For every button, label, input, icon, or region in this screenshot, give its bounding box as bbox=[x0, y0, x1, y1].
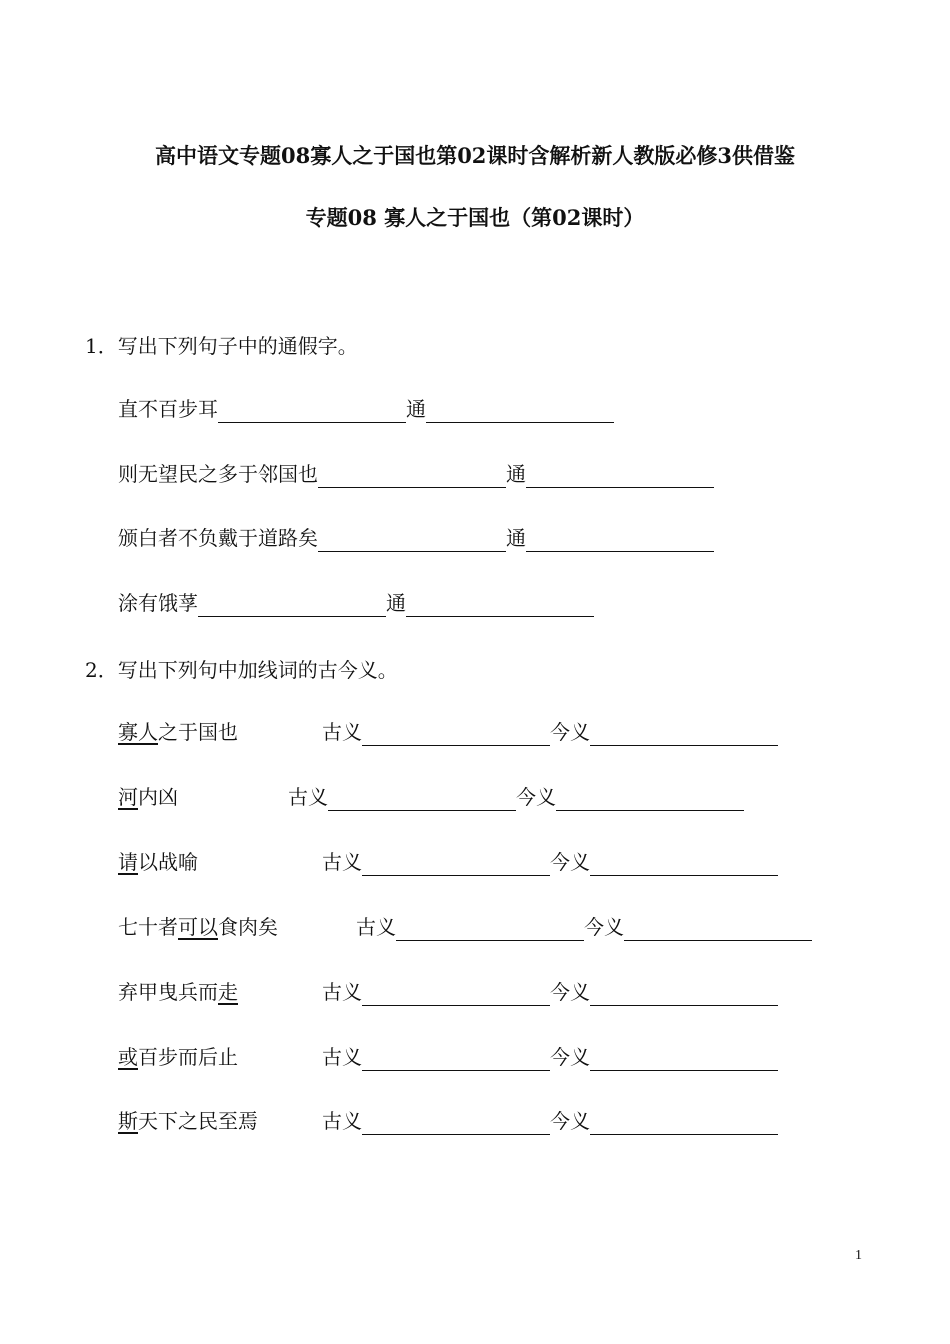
q2-answers bbox=[322, 1107, 778, 1135]
answer-blank[interactable] bbox=[406, 592, 594, 617]
sentence-text: 弃甲曳兵而 bbox=[118, 980, 218, 1004]
sentence-text: 内凶 bbox=[138, 785, 178, 809]
underlined-word: 请 bbox=[118, 850, 138, 874]
answer-blank[interactable] bbox=[590, 721, 778, 746]
q1-item bbox=[118, 524, 714, 552]
answer-blank[interactable] bbox=[590, 851, 778, 876]
jin-label: 今义 bbox=[550, 1045, 590, 1069]
underlined-word: 或 bbox=[118, 1045, 138, 1069]
q2-sentence bbox=[118, 978, 238, 1006]
q1-item bbox=[118, 589, 594, 617]
answer-blank[interactable] bbox=[318, 527, 506, 552]
q2-sentence bbox=[118, 913, 278, 941]
page-number: 1 bbox=[855, 1248, 862, 1263]
gu-label: 古义 bbox=[322, 980, 362, 1004]
answer-blank[interactable] bbox=[590, 1046, 778, 1071]
sentence-text: 食肉矣 bbox=[218, 915, 278, 939]
q2-sentence bbox=[118, 1107, 258, 1135]
sentence-text: 以战喻 bbox=[138, 850, 198, 874]
tong-label: 通 bbox=[386, 591, 406, 615]
gu-label: 古义 bbox=[322, 850, 362, 874]
q1-item bbox=[118, 395, 614, 423]
q2-answers bbox=[356, 913, 812, 941]
answer-blank[interactable] bbox=[362, 851, 550, 876]
question-1-prompt: 1．写出下列句子中的通假字。 bbox=[85, 334, 358, 358]
q2-answers bbox=[322, 718, 778, 746]
q2-sentence bbox=[118, 848, 198, 876]
gu-label: 古义 bbox=[288, 785, 328, 809]
jin-label: 今义 bbox=[550, 1109, 590, 1133]
gu-label: 古义 bbox=[356, 915, 396, 939]
tong-label: 通 bbox=[406, 397, 426, 421]
answer-blank[interactable] bbox=[624, 916, 812, 941]
q1-sentence: 颁白者不负戴于道路矣 bbox=[118, 526, 318, 550]
answer-blank[interactable] bbox=[396, 916, 584, 941]
answer-blank[interactable] bbox=[590, 1110, 778, 1135]
jin-label: 今义 bbox=[550, 850, 590, 874]
q2-sentence bbox=[118, 718, 238, 746]
q1-sentence: 直不百步耳 bbox=[118, 397, 218, 421]
q2-sentence bbox=[118, 783, 178, 811]
document-title: 高中语文专题08寡人之于国也第02课时含解析新人教版必修3供借鉴 bbox=[154, 143, 796, 168]
answer-blank[interactable] bbox=[556, 786, 744, 811]
answer-blank[interactable] bbox=[426, 398, 614, 423]
q2-answers bbox=[288, 783, 744, 811]
jin-label: 今义 bbox=[550, 720, 590, 744]
answer-blank[interactable] bbox=[198, 592, 386, 617]
q2-sentence bbox=[118, 1043, 238, 1071]
answer-blank[interactable] bbox=[318, 463, 506, 488]
underlined-word: 河 bbox=[118, 785, 138, 809]
underlined-word: 可以 bbox=[178, 915, 218, 939]
underlined-word: 寡人 bbox=[118, 720, 158, 744]
q2-answers bbox=[322, 978, 778, 1006]
answer-blank[interactable] bbox=[590, 981, 778, 1006]
jin-label: 今义 bbox=[584, 915, 624, 939]
q1-sentence: 涂有饿莩 bbox=[118, 591, 198, 615]
answer-blank[interactable] bbox=[362, 1110, 550, 1135]
q2-answers bbox=[322, 848, 778, 876]
answer-blank[interactable] bbox=[328, 786, 516, 811]
jin-label: 今义 bbox=[516, 785, 556, 809]
sentence-text: 之于国也 bbox=[158, 720, 238, 744]
jin-label: 今义 bbox=[550, 980, 590, 1004]
answer-blank[interactable] bbox=[362, 721, 550, 746]
tong-label: 通 bbox=[506, 462, 526, 486]
q1-sentence: 则无望民之多于邻国也 bbox=[118, 462, 318, 486]
sentence-text: 百步而后止 bbox=[138, 1045, 238, 1069]
answer-blank[interactable] bbox=[362, 981, 550, 1006]
sentence-text: 天下之民至焉 bbox=[138, 1109, 258, 1133]
gu-label: 古义 bbox=[322, 1045, 362, 1069]
gu-label: 古义 bbox=[322, 1109, 362, 1133]
answer-blank[interactable] bbox=[218, 398, 406, 423]
underlined-word: 走 bbox=[218, 980, 238, 1004]
q1-item bbox=[118, 460, 714, 488]
tong-label: 通 bbox=[506, 526, 526, 550]
document-subtitle: 专题08 寡人之于国也（第02课时） bbox=[305, 205, 645, 230]
question-2-prompt: 2．写出下列句中加线词的古今义。 bbox=[85, 658, 398, 682]
underlined-word: 斯 bbox=[118, 1109, 138, 1133]
gu-label: 古义 bbox=[322, 720, 362, 744]
answer-blank[interactable] bbox=[362, 1046, 550, 1071]
q2-answers bbox=[322, 1043, 778, 1071]
answer-blank[interactable] bbox=[526, 463, 714, 488]
sentence-text: 七十者 bbox=[118, 915, 178, 939]
answer-blank[interactable] bbox=[526, 527, 714, 552]
